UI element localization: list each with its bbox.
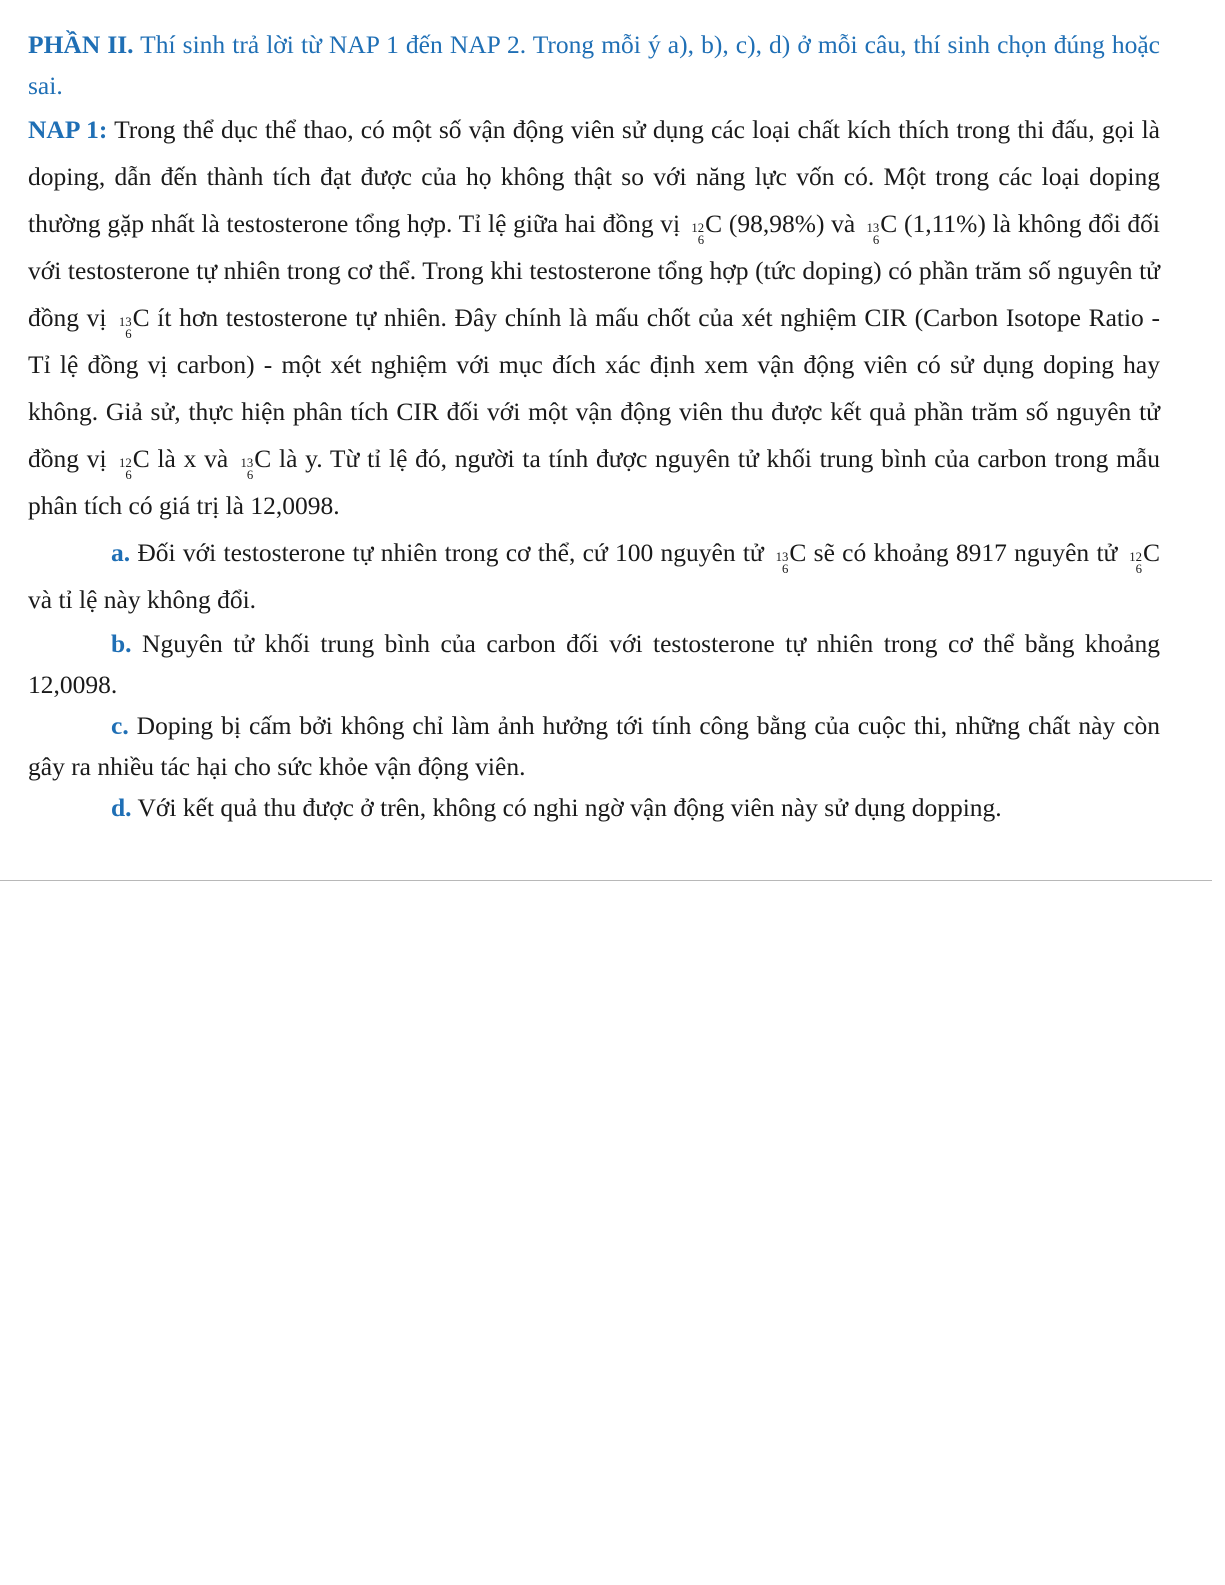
part-label: PHẦN II. bbox=[28, 30, 134, 59]
question-text-6: là y. Từ tỉ lệ đó, người ta tính được nguyên tử khối trung bình của carbon trong mẫu phân tích có giá trị là 12,0098. bbox=[28, 444, 1160, 520]
question-text-3: (1,11%) là không đổi đối với testosterone tự nhiên trong cơ thể. Trong khi testosterone tổng hợp (tức doping) có phần trăm số nguyên tử đồng vị bbox=[28, 209, 1160, 332]
option-text: và tỉ lệ này không đổi. bbox=[28, 585, 257, 614]
option-label: b. bbox=[111, 629, 132, 658]
option-text: Nguyên tử khối trung bình của carbon đối với testosterone tự nhiên trong cơ thể bằng khoảng 12,0098. bbox=[28, 629, 1160, 699]
option-text: Doping bị cấm bởi không chỉ làm ảnh hưởng tới tính công bằng của cuộc thi, những chất này còn gây ra nhiều tác hại cho sức khỏe vận động viên. bbox=[28, 711, 1160, 781]
option-b bbox=[28, 623, 1160, 705]
option-text: Đối với testosterone tự nhiên trong cơ thể, cứ 100 nguyên tử bbox=[130, 538, 772, 567]
question-text-1: Trong thể dục thể thao, có một số vận động viên sử dụng các loại chất kích thích trong thi đấu, gọi là doping, dẫn đến thành tích đạt được của họ không thật so với năng lực vốn có. Một trong các loại doping thường gặp nhất là testosterone tổng hợp. Tỉ lệ giữa hai đồng vị bbox=[28, 115, 1161, 238]
option-label: d. bbox=[111, 793, 132, 822]
section-divider bbox=[0, 880, 1212, 881]
section-instruction bbox=[28, 24, 1160, 106]
question-text-2: (98,98%) và bbox=[722, 209, 862, 238]
question-stem: NAP 1: Trong thể dục thể thao, có một số vận động viên sử dụng các loại chất kích thích trong thi đấu, gọi là doping, dẫn đến thành tích đạt được của họ không thật so với năng lực vốn có. Một trong các loại doping thường gặp nhất là testosterone tổng hợp. Tỉ lệ giữa hai đồng vị 12 6 C (98,98%) và 13 6 C (1,11%) là không đổi đối với testosterone tự nhiên trong cơ thể. Trong khi testosterone tổng hợp (tức doping) có phần trăm số nguyên tử đồng vị 13 6 C ít hơn testosterone tự nhiên. Đây chính là mấu chốt của xét nghiệm CIR (Carbon Isotope Ratio - Tỉ lệ đồng vị carbon) - một xét nghiệm với mục đích xác định xem vận động viên có sử dụng doping hay không. Giả sử, thực hiện phân tích CIR đối với một vận động viên thu được kết quả phần trăm số nguyên tử đồng vị 12 6 C là x và 13 6 C là y. Từ tỉ lệ đó, người ta tính được nguyên tử khối trung bình của carbon trong mẫu phân tích có giá trị là 12,0098. bbox=[28, 115, 1161, 520]
option-label: c. bbox=[111, 711, 129, 740]
option-label: a. bbox=[111, 538, 131, 567]
option-text: Với kết quả thu được ở trên, không có nghi ngờ vận động viên này sử dụng dopping. bbox=[131, 793, 1002, 822]
option-text: sẽ có khoảng 8917 nguyên tử bbox=[806, 538, 1125, 567]
question-text-5: là x và bbox=[149, 444, 236, 473]
question-text-4: ít hơn testosterone tự nhiên. Đây chính là mấu chốt của xét nghiệm CIR (Carbon Isotope Ratio - Tỉ lệ đồng vị carbon) - một xét nghiệm với mục đích xác định xem vận động viên có sử dụng doping hay không. Giả sử, thực hiện phân tích CIR đối với một vận động viên thu được kết quả phần trăm số nguyên tử đồng vị bbox=[28, 303, 1160, 473]
option-c bbox=[28, 705, 1160, 787]
instruction-text: Thí sinh trả lời từ NAP 1 đến NAP 2. Trong mỗi ý a), b), c), d) ở mỗi câu, thí sinh chọn đúng hoặc sai. bbox=[28, 30, 1160, 100]
option-d bbox=[28, 787, 1160, 828]
question-label: NAP 1: bbox=[28, 115, 108, 144]
document-body bbox=[28, 24, 1160, 828]
option-a: a. Đối với testosterone tự nhiên trong cơ thể, cứ 100 nguyên tử 13 6 C sẽ có khoảng 8917 nguyên tử 12 6 C và tỉ lệ này không đổi. bbox=[28, 538, 1160, 614]
